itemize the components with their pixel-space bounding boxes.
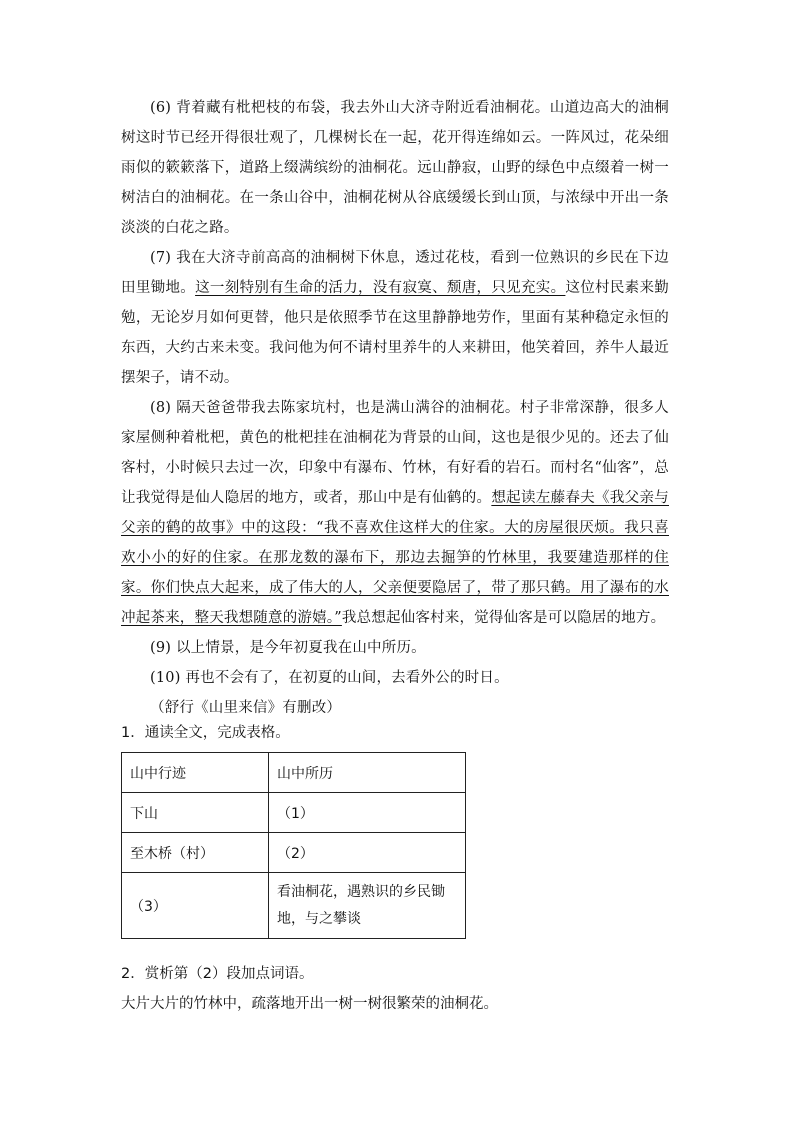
table-header-cell: 山中行迹 (122, 753, 269, 793)
paragraph-9: (9) 以上情景，是今年初夏我在山中所历。 (150, 640, 426, 656)
source-citation: （舒行《山里来信》有删改） (150, 700, 342, 716)
table-row (122, 793, 466, 833)
paragraph-7 (121, 243, 669, 393)
paragraph-7-text-a: (7) 我在大济寺前高高的油桐树下休息，透过花枝，看到一位熟识的乡民在下边田里锄地。 (121, 250, 669, 296)
paragraph-7-underlined: 这一刻特别有生命的活力，没有寂寞、颓唐，只见充实。 (195, 280, 566, 296)
table-cell: 下山 (122, 793, 269, 833)
paragraph-10: (10) 再也不会有了，在初夏的山间，去看外公的时日。 (150, 670, 509, 686)
question-1-prompt: 1．通读全文，完成表格。 (121, 725, 290, 741)
table-cell (269, 873, 466, 939)
paragraph-7-text-b: 这位村民素来勤勉，无论岁月如何更替，他只是依照季节在这里静静地劳作，里面有某种稳定永恒的东西，大约古来未变。我问他为何不请村里养牛的人来耕田，他笑着回，养牛人最近摆架子，请不动。 (121, 280, 670, 386)
table-row (122, 873, 466, 939)
paragraph-8-text-b: 我总想起仙客村来，觉得仙客是可以隐居的地方。 (341, 610, 666, 626)
table-cell[interactable]: （3） (122, 873, 269, 939)
question-2-prompt: 2．赏析第（2）段加点词语。 (121, 966, 314, 982)
paragraph-6: (6) 背着藏有枇杷枝的布袋，我去外山大济寺附近看油桐花。山道边高大的油桐树这时节已经开得很壮观了，几棵树长在一起，花开得连绵如云。一阵风过，花朵细雨似的簌簌落下，道路上缀满缤纷的油桐花。远山静寂，山野的绿色中点缀着一树一树洁白的油桐花。在一条山谷中，油桐花树从谷底缓缓长到山顶，与浓绿中开出一条淡淡的白花之路。 (121, 100, 669, 236)
table-cell[interactable]: （2） (269, 833, 466, 873)
answer-table (121, 752, 466, 939)
table-header-row (122, 753, 466, 793)
paragraph-8 (121, 393, 669, 633)
table-row (122, 833, 466, 873)
reading-passage (121, 93, 669, 723)
table-cell-text: 看油桐花，遇熟识的乡民锄地，与之攀谈 (277, 883, 445, 927)
paragraph-8-underlined: 想起读左藤春夫《我父亲与父亲的鹤的故事》中的这段：“我不喜欢住这样大的住家。大的房屋很厌烦。我只喜欢小小的好的住家。在那龙数的瀑布下，那边去掘笋的竹林里，我要建造那样的住家。你们快点大起来，成了伟大的人，父亲便要隐居了，带了那只鹤。用了瀑布的水冲起茶来，整天我想随意的游嬉。” (121, 490, 669, 626)
table-cell: 至木桥（村） (122, 833, 269, 873)
question-2-sentence: 大片大片的竹林中，疏落地开出一树一树很繁荣的油桐花。 (121, 996, 498, 1012)
table-cell[interactable]: （1） (269, 793, 466, 833)
paragraph-8-text-a: (8) 隔天爸爸带我去陈家坑村，也是满山满谷的油桐花。村子非常深静，很多人家屋侧种着枇杷，黄色的枇杷挂在油桐花为背景的山间，这也是很少见的。还去了仙客村，小时候只去过一次，印象中有瀑布、竹林，有好看的岩石。而村名“仙客”，总让我觉得是仙人隐居的地方，或者，那山中是有仙鹤的。 (121, 400, 669, 506)
table-header-cell: 山中所历 (269, 753, 466, 793)
